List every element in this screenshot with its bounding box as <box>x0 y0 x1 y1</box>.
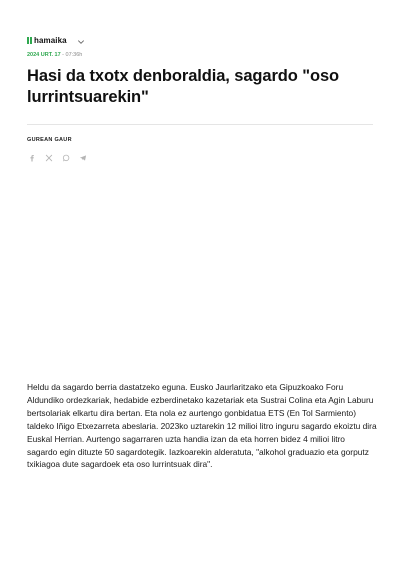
article-date: 2024 URT. 17 <box>27 52 61 58</box>
article-section[interactable]: GUREAN GAUR <box>27 137 72 143</box>
brand-name: hamaika <box>34 36 67 45</box>
dateline-separator: - <box>60 52 66 58</box>
site-logo[interactable] <box>27 36 67 45</box>
article-time: 07:36h <box>65 52 83 58</box>
whatsapp-icon[interactable] <box>62 154 70 162</box>
share-bar <box>28 154 87 162</box>
article-media-area <box>27 175 373 375</box>
x-twitter-icon[interactable] <box>45 154 53 162</box>
article-dateline <box>27 52 82 58</box>
hamaika-bars-logo-icon <box>27 37 32 44</box>
facebook-icon[interactable] <box>28 154 36 162</box>
chevron-down-icon[interactable] <box>77 38 85 46</box>
article-body: Heldu da sagardo berria dastatzeko eguna. Eusko Jaurlaritzako eta Gipuzkoako Foru Aldundiko ordezkariak, hedabide ezberdinetako kazetariak eta Sustrai Colina eta Agin Laburu bertsolariak elkartu dira bertan. Eta nola ez aurtengo gonbidatua ETS (En Tol Sarmiento) taldeko Iñigo Etxezarreta abeslaria. 2023ko uztarekin 12 milioi litro inguru sagardo ekoiztu dira Euskal Herrian. Aurtengo sagarraren uzta handia izan da eta horren bidez 4 milioi litro sagardo egin dituzte 50 sagardotegik. Iazkoarekin alderatuta, "alkohol graduazio eta gorputz txikiagoa dute sagardoek eta oso lurrintsuak dira". <box>27 382 377 470</box>
telegram-icon[interactable] <box>79 154 87 162</box>
divider <box>27 124 373 125</box>
article-title: Hasi da txotx denboraldia, sagardo "oso lurrintsuarekin" <box>27 67 339 106</box>
